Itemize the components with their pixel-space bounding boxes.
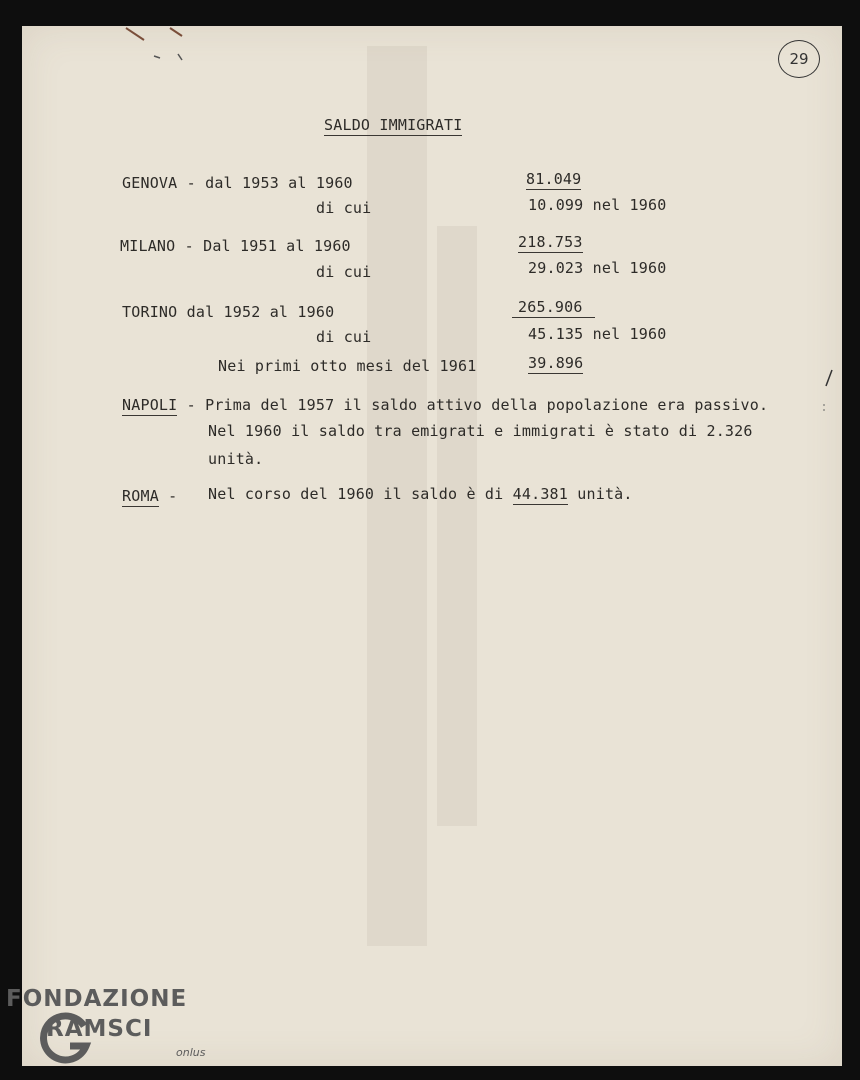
document-page: [22, 26, 842, 1066]
logo-line-3: onlus: [176, 1046, 206, 1059]
roma-text: [208, 485, 633, 503]
milano-total: 218.753: [518, 233, 583, 251]
page-number: 29: [789, 50, 809, 68]
napoli-line-2: Nel 1960 il saldo tra emigrati e immigrati è stato di 2.326: [208, 422, 753, 440]
torino-extra-value: 39.896: [528, 354, 584, 372]
torino-total: 265.906: [512, 298, 595, 318]
milano-period: - Dal 1951 al 1960: [184, 237, 351, 255]
milano-detail: 29.023 nel 1960: [528, 259, 667, 277]
roma-value: 44.381: [512, 485, 569, 503]
genova-city: GENOVA: [122, 174, 178, 192]
napoli-line-1: Prima del 1957 il saldo attivo della popolazione era passivo.: [205, 396, 769, 414]
milano-city: MILANO: [120, 237, 176, 255]
roma-row: [122, 487, 177, 505]
genova-di-cui: di cui: [316, 199, 372, 217]
torino-period: dal 1952 al 1960: [186, 303, 335, 321]
torino-city: TORINO: [122, 303, 178, 321]
torino-label: [122, 303, 334, 321]
page-number-circle: [778, 40, 820, 78]
torino-di-cui: di cui: [316, 328, 372, 346]
napoli-city: NAPOLI: [122, 396, 178, 414]
milano-label: [120, 237, 351, 255]
torino-extra-label: Nei primi otto mesi del 1961: [218, 357, 477, 375]
document-title: SALDO IMMIGRATI: [324, 116, 463, 134]
fondazione-gramsci-logo: [6, 986, 226, 1076]
genova-label: [122, 174, 353, 192]
margin-mark: [820, 368, 836, 418]
genova-period: - dal 1953 al 1960: [186, 174, 353, 192]
roma-text-after: unità.: [568, 485, 633, 503]
logo-line-2: RAMSCI: [46, 1016, 153, 1042]
milano-di-cui: di cui: [316, 263, 372, 281]
logo-line-1: FONDAZIONE: [6, 986, 188, 1012]
roma-text-before: Nel corso del 1960 il saldo è di: [208, 485, 513, 503]
roma-dash: -: [168, 487, 178, 505]
napoli-dash: -: [186, 396, 196, 414]
pencil-marks: [122, 26, 192, 66]
napoli-row: [122, 396, 768, 414]
genova-total: 81.049: [526, 170, 582, 188]
napoli-line-3: unità.: [208, 450, 264, 468]
torino-detail: 45.135 nel 1960: [528, 325, 667, 343]
genova-detail: 10.099 nel 1960: [528, 196, 667, 214]
roma-city: ROMA: [122, 487, 159, 505]
